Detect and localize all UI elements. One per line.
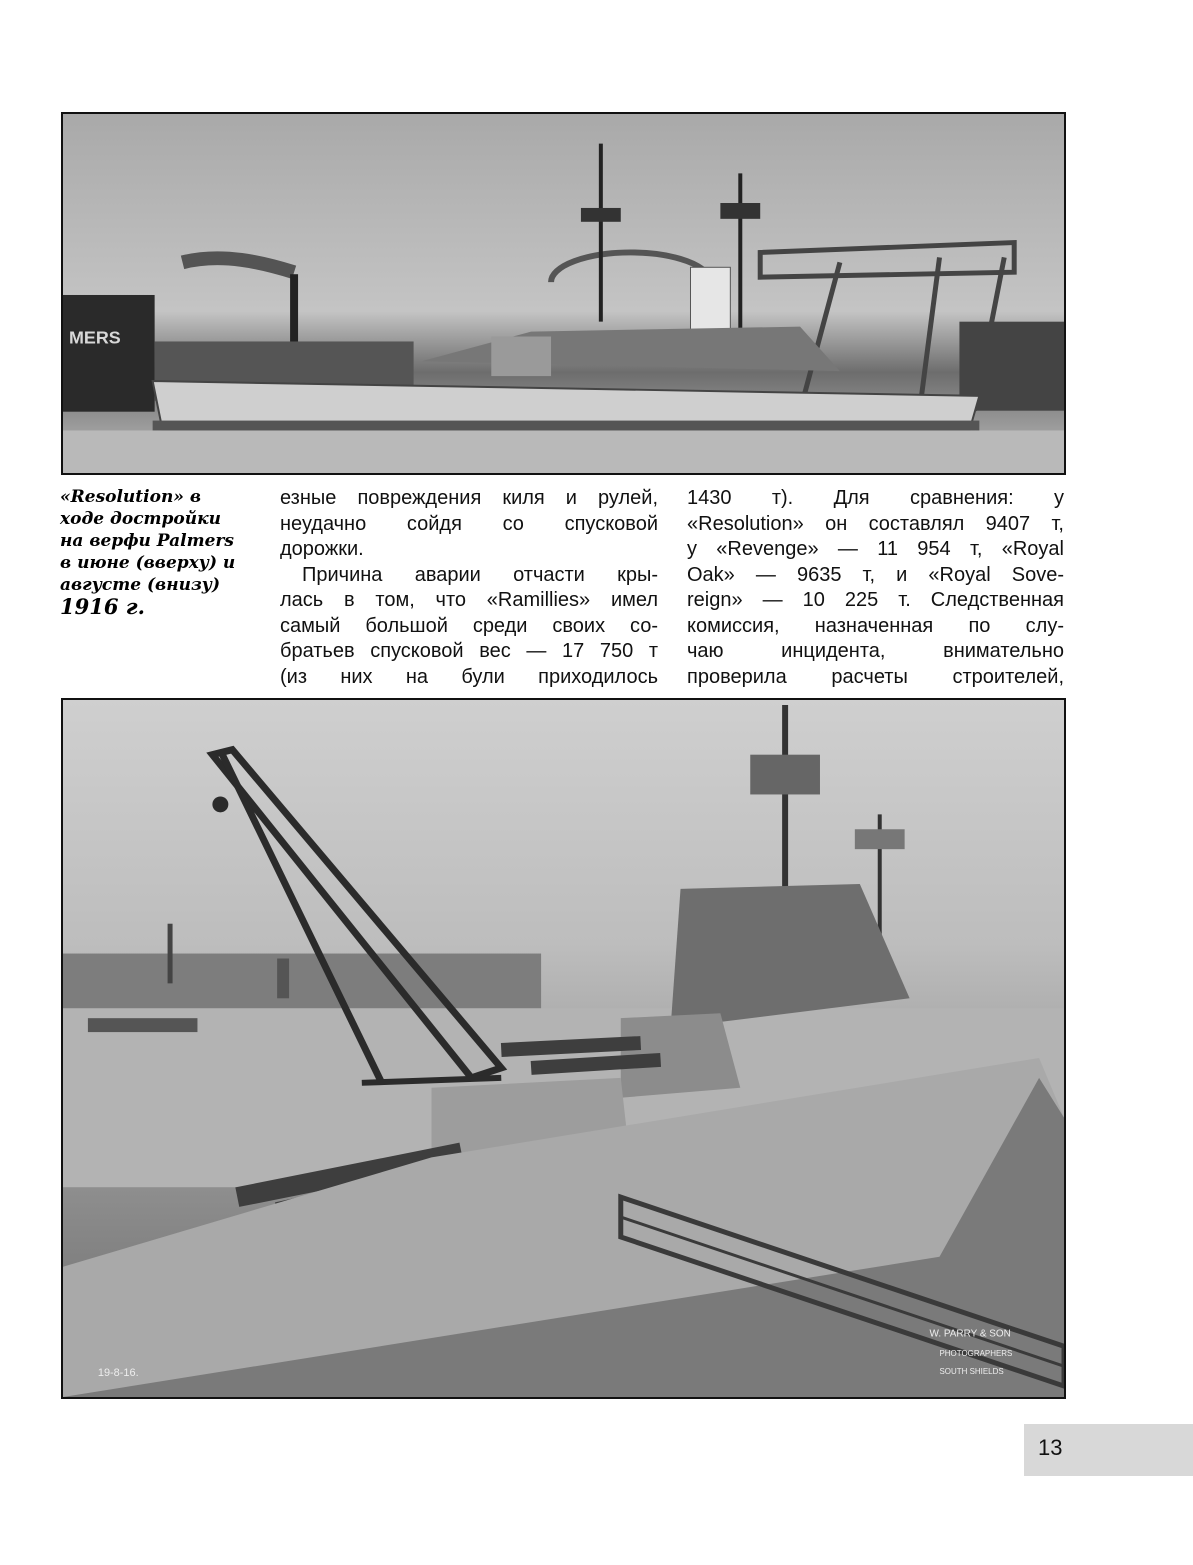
photo-studio-stamp-line: PHOTOGRAPHERS xyxy=(939,1349,1013,1359)
photo-studio-stamp-line: W. PARRY & SON xyxy=(929,1328,1011,1340)
photo-top-sign: MERS xyxy=(68,327,121,348)
caption-year: 1916 г. xyxy=(60,594,145,619)
photo-bottom-ship-deck xyxy=(61,698,1066,1399)
text-line: лась в том, что «Ramillies» имел xyxy=(280,589,658,611)
photo-studio-stamp-line: SOUTH SHIELDS xyxy=(939,1367,1004,1377)
caption-line: августе (внизу) xyxy=(60,575,221,595)
text-line: reign» — 10 225 т. Следственная xyxy=(687,589,1064,611)
text-line: самый большой среди своих со- xyxy=(280,614,658,637)
text-line: братьев спусковой вес — 17 750 т xyxy=(280,640,658,662)
text-line: дорожки. xyxy=(280,538,364,560)
photo-date-stamp: 19-8-16. xyxy=(97,1367,139,1380)
text-line: (из них на були приходилось xyxy=(280,665,658,688)
text-line: Oak» — 9635 т, и «Royal Sove- xyxy=(687,563,1064,586)
text-line: езные повреждения киля и рулей, xyxy=(280,487,658,509)
text-line: проверила расчеты строителей, xyxy=(687,665,1064,688)
caption-line: на верфи Palmers xyxy=(60,531,234,551)
page-number: 13 xyxy=(1038,1435,1063,1460)
caption-line: в июне (вверху) и xyxy=(60,553,236,573)
text-column-middle xyxy=(280,486,658,690)
photo-top-illustration xyxy=(63,114,1064,473)
caption-line: ходе достройки xyxy=(60,509,221,529)
text-line: Причина аварии отчасти кры- xyxy=(302,563,658,586)
text-line: «Resolution» он составлял 9407 т, xyxy=(687,512,1064,535)
text-line: комиссия, назначенная по слу- xyxy=(687,614,1064,637)
photo-bottom-illustration xyxy=(63,700,1064,1397)
text-line: чаю инцидента, внимательно xyxy=(687,640,1064,662)
page-number-box xyxy=(1024,1424,1193,1476)
photo-caption xyxy=(60,486,238,618)
text-line: у «Revenge» — 11 954 т, «Royal xyxy=(687,538,1064,560)
text-column-right xyxy=(687,486,1064,690)
caption-line: «Resolution» в xyxy=(60,487,202,507)
text-line: неудачно сойдя со спусковой xyxy=(280,512,658,535)
text-line: 1430 т). Для сравнения: у xyxy=(687,487,1064,509)
photo-top-ship-in-dock xyxy=(61,112,1066,475)
